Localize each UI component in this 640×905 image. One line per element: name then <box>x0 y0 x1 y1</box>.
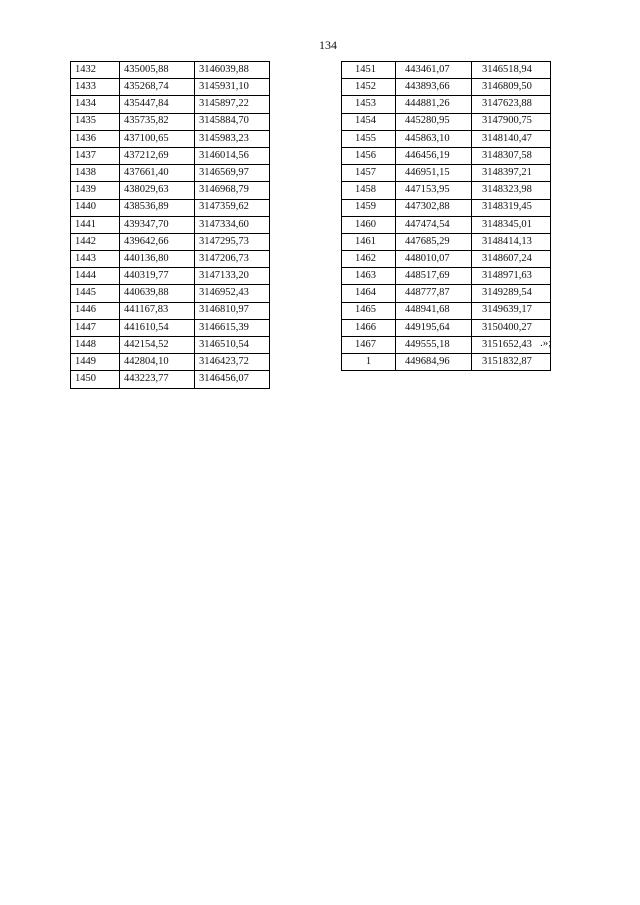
point-number-cell: 1 <box>342 354 396 371</box>
x-coordinate-cell: 448517,69 <box>396 268 472 285</box>
x-coordinate-cell: 439347,70 <box>120 216 195 233</box>
point-number-cell: 1467 <box>342 337 396 354</box>
x-coordinate-cell: 435268,74 <box>120 79 195 96</box>
x-coordinate-cell: 448941,68 <box>396 302 472 319</box>
x-coordinate-cell: 435735,82 <box>120 113 195 130</box>
table-row <box>342 130 551 147</box>
y-coordinate-cell: 3146423,72 <box>195 354 270 371</box>
table-row <box>71 337 270 354</box>
x-coordinate-cell: 441167,83 <box>120 302 195 319</box>
table-row <box>342 147 551 164</box>
x-coordinate-cell: 441610,54 <box>120 319 195 336</box>
table-row <box>71 268 270 285</box>
x-coordinate-cell: 448010,07 <box>396 251 472 268</box>
x-coordinate-cell: 449555,18 <box>396 337 472 354</box>
y-coordinate-cell: 3146615,39 <box>195 319 270 336</box>
x-coordinate-cell: 445280,95 <box>396 113 472 130</box>
y-coordinate-cell: 3147206,73 <box>195 251 270 268</box>
y-coordinate-cell: 3146456,07 <box>195 371 270 388</box>
y-coordinate-cell: 3145897,22 <box>195 96 270 113</box>
y-coordinate-cell: 3151832,87 <box>472 354 551 371</box>
x-coordinate-cell: 447685,29 <box>396 233 472 250</box>
table-row <box>342 233 551 250</box>
table-row <box>71 285 270 302</box>
table-row <box>342 96 551 113</box>
point-number-cell: 1465 <box>342 302 396 319</box>
y-coordinate-cell: 3147359,62 <box>195 199 270 216</box>
point-number-cell: 1456 <box>342 147 396 164</box>
table-row <box>342 285 551 302</box>
x-coordinate-cell: 440136,80 <box>120 251 195 268</box>
y-coordinate-cell: 3146810,97 <box>195 302 270 319</box>
table-row <box>71 319 270 336</box>
y-coordinate-cell: 3146039,88 <box>195 62 270 79</box>
y-coordinate-cell: 3146569,97 <box>195 165 270 182</box>
table-row <box>342 268 551 285</box>
table-row <box>71 79 270 96</box>
table-row <box>342 354 551 371</box>
y-coordinate-cell: 3150400,27 <box>472 319 551 336</box>
x-coordinate-cell: 437100,65 <box>120 130 195 147</box>
point-number-cell: 1448 <box>71 337 120 354</box>
x-coordinate-cell: 447302,88 <box>396 199 472 216</box>
table-row <box>342 199 551 216</box>
point-number-cell: 1457 <box>342 165 396 182</box>
coordinates-table-left-body <box>71 62 270 389</box>
point-number-cell: 1454 <box>342 113 396 130</box>
point-number-cell: 1458 <box>342 182 396 199</box>
y-coordinate-cell: 3146510,54 <box>195 337 270 354</box>
table-row <box>71 199 270 216</box>
point-number-cell: 1438 <box>71 165 120 182</box>
y-coordinate-cell: 3146809,50 <box>472 79 551 96</box>
table-row <box>71 62 270 79</box>
table-row <box>71 182 270 199</box>
point-number-cell: 1453 <box>342 96 396 113</box>
y-coordinate-cell: 3148345,01 <box>472 216 551 233</box>
point-number-cell: 1434 <box>71 96 120 113</box>
x-coordinate-cell: 447153,95 <box>396 182 472 199</box>
x-coordinate-cell: 444881,26 <box>396 96 472 113</box>
point-number-cell: 1447 <box>71 319 120 336</box>
y-coordinate-cell: 3146518,94 <box>472 62 551 79</box>
page-number: 134 <box>319 38 337 52</box>
y-coordinate-cell: 3148140,47 <box>472 130 551 147</box>
point-number-cell: 1451 <box>342 62 396 79</box>
table-row <box>342 165 551 182</box>
point-number-cell: 1449 <box>71 354 120 371</box>
y-coordinate-cell: 3145884,70 <box>195 113 270 130</box>
y-coordinate-cell: 3146014,56 <box>195 147 270 164</box>
point-number-cell: 1433 <box>71 79 120 96</box>
table-row <box>71 354 270 371</box>
point-number-cell: 1436 <box>71 130 120 147</box>
y-coordinate-cell: 3151652,43 <box>472 337 551 354</box>
y-coordinate-cell: 3146968,79 <box>195 182 270 199</box>
y-coordinate-cell: 3147900,75 <box>472 113 551 130</box>
x-coordinate-cell: 449684,96 <box>396 354 472 371</box>
point-number-cell: 1455 <box>342 130 396 147</box>
table-row <box>71 147 270 164</box>
table-row <box>342 62 551 79</box>
x-coordinate-cell: 437661,40 <box>120 165 195 182</box>
x-coordinate-cell: 446951,15 <box>396 165 472 182</box>
table-row <box>342 113 551 130</box>
table-row <box>342 216 551 233</box>
point-number-cell: 1464 <box>342 285 396 302</box>
y-coordinate-cell: 3145983,23 <box>195 130 270 147</box>
table-row <box>71 96 270 113</box>
x-coordinate-cell: 448777,87 <box>396 285 472 302</box>
point-number-cell: 1466 <box>342 319 396 336</box>
point-number-cell: 1440 <box>71 199 120 216</box>
y-coordinate-cell: 3148414,13 <box>472 233 551 250</box>
y-coordinate-cell: 3147295,73 <box>195 233 270 250</box>
y-coordinate-cell: 3147623,88 <box>472 96 551 113</box>
table-row <box>71 165 270 182</box>
coordinates-table-left <box>70 61 270 389</box>
point-number-cell: 1462 <box>342 251 396 268</box>
point-number-cell: 1446 <box>71 302 120 319</box>
y-coordinate-cell: 3146952,43 <box>195 285 270 302</box>
table-row <box>71 130 270 147</box>
y-coordinate-cell: 3148397,21 <box>472 165 551 182</box>
point-number-cell: 1445 <box>71 285 120 302</box>
y-coordinate-cell: 3148607,24 <box>472 251 551 268</box>
x-coordinate-cell: 439642,66 <box>120 233 195 250</box>
x-coordinate-cell: 442154,52 <box>120 337 195 354</box>
point-number-cell: 1452 <box>342 79 396 96</box>
y-coordinate-cell: 3148971,63 <box>472 268 551 285</box>
x-coordinate-cell: 440639,88 <box>120 285 195 302</box>
y-coordinate-cell: 3149289,54 <box>472 285 551 302</box>
y-coordinate-cell: 3148319,45 <box>472 199 551 216</box>
y-coordinate-cell: 3148307,58 <box>472 147 551 164</box>
y-coordinate-cell: 3149639,17 <box>472 302 551 319</box>
y-coordinate-cell: 3147334,60 <box>195 216 270 233</box>
table-row <box>342 337 551 354</box>
point-number-cell: 1432 <box>71 62 120 79</box>
table-row <box>342 182 551 199</box>
point-number-cell: 1435 <box>71 113 120 130</box>
x-coordinate-cell: 442804,10 <box>120 354 195 371</box>
x-coordinate-cell: 449195,64 <box>396 319 472 336</box>
y-coordinate-cell: 3148323,98 <box>472 182 551 199</box>
x-coordinate-cell: 438029,63 <box>120 182 195 199</box>
x-coordinate-cell: 445863,10 <box>396 130 472 147</box>
x-coordinate-cell: 443461,07 <box>396 62 472 79</box>
table-row <box>71 371 270 388</box>
point-number-cell: 1461 <box>342 233 396 250</box>
point-number-cell: 1437 <box>71 147 120 164</box>
table-row <box>342 79 551 96</box>
table-row <box>342 319 551 336</box>
x-coordinate-cell: 437212,69 <box>120 147 195 164</box>
table-row <box>71 233 270 250</box>
closing-quote-mark: .»; <box>540 337 552 349</box>
x-coordinate-cell: 435005,88 <box>120 62 195 79</box>
x-coordinate-cell: 440319,77 <box>120 268 195 285</box>
point-number-cell: 1442 <box>71 233 120 250</box>
point-number-cell: 1439 <box>71 182 120 199</box>
point-number-cell: 1443 <box>71 251 120 268</box>
coordinates-table-right-body <box>342 62 551 371</box>
x-coordinate-cell: 443223,77 <box>120 371 195 388</box>
point-number-cell: 1459 <box>342 199 396 216</box>
y-coordinate-cell: 3147133,20 <box>195 268 270 285</box>
table-row <box>342 302 551 319</box>
x-coordinate-cell: 438536,89 <box>120 199 195 216</box>
point-number-cell: 1460 <box>342 216 396 233</box>
table-row <box>71 302 270 319</box>
table-row <box>71 251 270 268</box>
x-coordinate-cell: 435447,84 <box>120 96 195 113</box>
y-coordinate-cell: 3145931,10 <box>195 79 270 96</box>
x-coordinate-cell: 446456,19 <box>396 147 472 164</box>
point-number-cell: 1463 <box>342 268 396 285</box>
x-coordinate-cell: 447474,54 <box>396 216 472 233</box>
table-row <box>71 216 270 233</box>
x-coordinate-cell: 443893,66 <box>396 79 472 96</box>
point-number-cell: 1441 <box>71 216 120 233</box>
coordinates-table-right <box>341 61 551 371</box>
table-row <box>342 251 551 268</box>
table-row <box>71 113 270 130</box>
point-number-cell: 1444 <box>71 268 120 285</box>
point-number-cell: 1450 <box>71 371 120 388</box>
